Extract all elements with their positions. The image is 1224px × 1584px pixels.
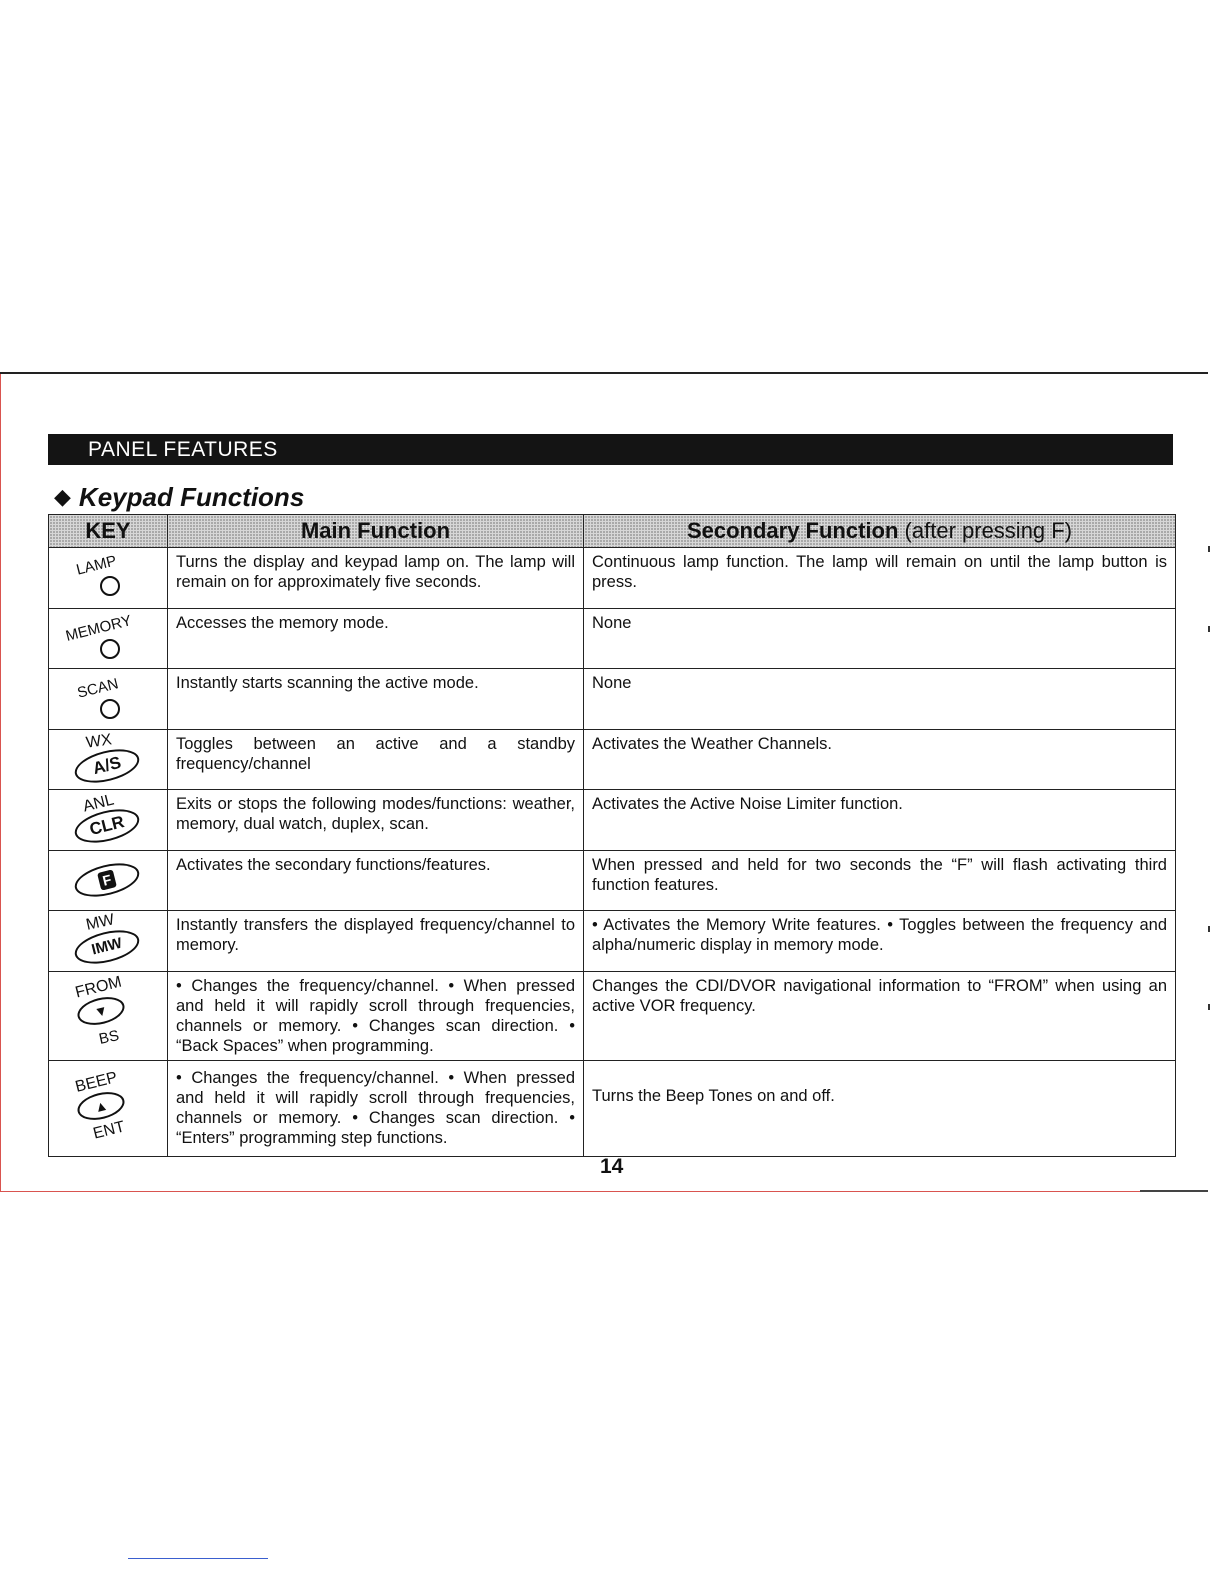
table-header-row	[49, 515, 1176, 548]
key-label-anl: ANL	[81, 791, 116, 816]
edge-mark	[1208, 926, 1210, 932]
lamp-key-icon[interactable]	[100, 576, 120, 596]
edge-mark	[1208, 626, 1210, 632]
key-scan	[49, 669, 168, 730]
page-heading	[54, 480, 304, 516]
main-function: Exits or stops the following modes/functions: weather, memory, dual watch, duplex, scan.	[168, 790, 584, 851]
page-number: 14	[600, 1155, 624, 1178]
main-function: • Changes the frequency/channel. • When pressed and held it will rapidly scroll through frequencies, channels or memory. • Changes scan direction. • “Back Spaces” when programming.	[168, 971, 584, 1060]
edge-mark	[1208, 1004, 1210, 1010]
key-anl-clr	[49, 790, 168, 851]
key-mw	[49, 911, 168, 972]
up-arrow-icon: ▲	[92, 1096, 110, 1115]
key-label-mw: MW	[84, 911, 116, 934]
main-function: Accesses the memory mode.	[168, 608, 584, 669]
secondary-function: None	[584, 608, 1176, 669]
header-secondary-function: Secondary Function (after pressing F)	[584, 515, 1176, 548]
main-function: Toggles between an active and a standby frequency/channel	[168, 729, 584, 790]
key-label-bs: BS	[97, 1026, 121, 1048]
header-main-function: Main Function	[168, 515, 584, 548]
as-key-button[interactable]: A/S	[71, 743, 142, 788]
secondary-function: Changes the CDI/DVOR navigational information to “FROM” when using an active VOR frequency.	[584, 971, 1176, 1060]
key-label-lamp: LAMP	[74, 552, 119, 579]
key-from-down	[49, 971, 168, 1060]
diamond-bullet-icon: ◆	[54, 484, 71, 509]
bottom-rule	[0, 1191, 1208, 1192]
key-beep-up	[49, 1060, 168, 1156]
secondary-function: Continuous lamp function. The lamp will remain on until the lamp button is press.	[584, 548, 1176, 609]
key-label-wx: WX	[84, 730, 113, 752]
key-label-scan: SCAN	[75, 675, 121, 702]
table-row	[49, 790, 1176, 851]
bottom-rule-accent	[1140, 1190, 1208, 1192]
section-title-bar	[48, 434, 1173, 465]
secondary-function: Activates the Weather Channels.	[584, 729, 1176, 790]
key-label-memory: MEMORY	[63, 611, 134, 645]
main-function: Turns the display and keypad lamp on. The lamp will remain on for approximately five seconds.	[168, 548, 584, 609]
table-row	[49, 729, 1176, 790]
key-f	[49, 850, 168, 911]
secondary-function: None	[584, 669, 1176, 730]
f-key-label: F	[97, 868, 117, 889]
secondary-function: • Activates the Memory Write features. • Toggles between the frequency and alpha/numeric display in memory mode.	[584, 911, 1176, 972]
left-margin-rule	[0, 374, 1, 1192]
section-title: PANEL FEATURES	[88, 438, 278, 461]
edge-mark	[1208, 546, 1210, 552]
secondary-function: Activates the Active Noise Limiter function.	[584, 790, 1176, 851]
footer-line	[128, 1558, 268, 1559]
secondary-function: Turns the Beep Tones on and off.	[584, 1060, 1176, 1156]
secondary-function: When pressed and held for two seconds the “F” will flash activating third function features.	[584, 850, 1176, 911]
table-row	[49, 850, 1176, 911]
top-rule	[0, 372, 1208, 374]
main-function: Activates the secondary functions/features.	[168, 850, 584, 911]
key-label-ent: ENT	[91, 1117, 127, 1143]
table-row	[49, 971, 1176, 1060]
key-memory	[49, 608, 168, 669]
scan-key-icon[interactable]	[100, 699, 120, 719]
table-row	[49, 669, 1176, 730]
key-wx-as	[49, 729, 168, 790]
keypad-functions-table	[48, 514, 1176, 1157]
key-lamp	[49, 548, 168, 609]
table-row	[49, 548, 1176, 609]
f-key-button[interactable]	[71, 857, 142, 902]
memory-key-icon[interactable]	[100, 639, 120, 659]
heading-text: Keypad Functions	[78, 482, 305, 512]
header-key: KEY	[49, 515, 168, 548]
imw-key-button[interactable]: IMW	[71, 924, 142, 969]
main-function: Instantly transfers the displayed frequency/channel to memory.	[168, 911, 584, 972]
clr-key-button[interactable]: CLR	[71, 803, 142, 848]
down-arrow-icon: ▼	[92, 1001, 110, 1020]
table-row	[49, 911, 1176, 972]
table-row	[49, 608, 1176, 669]
key-label-beep: BEEP	[73, 1068, 120, 1096]
table-row	[49, 1060, 1176, 1156]
key-label-from: FROM	[73, 973, 124, 1001]
main-function: • Changes the frequency/channel. • When pressed and held it will rapidly scroll through frequencies, channels or memory. • Changes scan direction. • “Enters” programming step functions.	[168, 1060, 584, 1156]
main-function: Instantly starts scanning the active mode.	[168, 669, 584, 730]
